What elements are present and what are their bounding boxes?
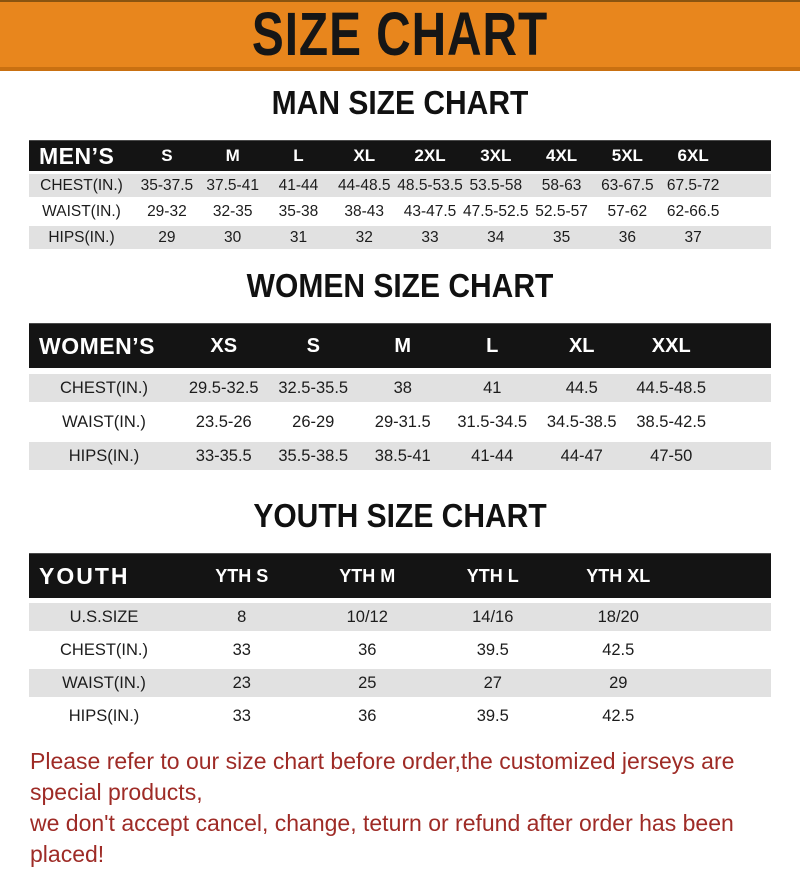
row-cells — [134, 203, 771, 221]
footer-disclaimer-line1: Please refer to our size chart before order,the customized jerseys are special products, — [30, 748, 735, 805]
size-cell: 38 — [393, 378, 412, 397]
size-cell: 31 — [289, 228, 308, 246]
row-cells — [179, 674, 771, 693]
table-header-row — [29, 553, 771, 598]
size-cell: 32.5-35.5 — [278, 378, 349, 397]
banner-title: SIZE CHART — [251, 0, 549, 69]
table-header-label: MEN’S — [39, 142, 115, 169]
size-cell: 8 — [237, 607, 247, 626]
size-cell: 63-67.5 — [601, 176, 654, 194]
men-size-table — [29, 140, 771, 249]
size-cell: 41-44 — [471, 446, 514, 465]
youth-size-table — [29, 553, 771, 730]
size-cell: 33-35.5 — [195, 446, 252, 465]
row-label: U.S.SIZE — [69, 607, 139, 626]
size-column-header: L — [293, 146, 304, 165]
size-cell: 38-43 — [344, 202, 385, 220]
size-cell: 25 — [358, 673, 377, 692]
row-label: CHEST(IN.) — [40, 176, 123, 194]
size-column-header: YTH L — [466, 565, 519, 586]
size-cell: 38.5-42.5 — [636, 412, 707, 431]
youth-section-heading-text: YOUTH SIZE CHART — [253, 497, 547, 535]
table-header-label: WOMEN’S — [39, 332, 155, 359]
women-section — [0, 267, 800, 470]
size-cell: 14/16 — [472, 607, 514, 626]
size-cell: 62-66.5 — [666, 202, 720, 220]
size-column-header: M — [394, 334, 412, 357]
size-cell: 29 — [609, 673, 628, 692]
size-cell: 38.5-41 — [374, 446, 431, 465]
table-row — [29, 603, 771, 631]
size-cell: 35-38 — [278, 202, 319, 220]
size-cell: 58-63 — [541, 176, 582, 194]
table-row — [29, 408, 771, 436]
table-row — [29, 702, 771, 730]
size-column-header: YTH M — [339, 565, 396, 586]
row-cells — [179, 641, 771, 660]
size-cell: 18/20 — [597, 607, 639, 626]
table-row — [29, 442, 771, 470]
men-section-heading — [0, 84, 800, 122]
size-cell: 42.5 — [602, 640, 635, 659]
women-section-heading-text: WOMEN SIZE CHART — [246, 267, 554, 305]
size-cell: 27 — [483, 673, 502, 692]
size-cell: 35-37.5 — [140, 176, 194, 194]
table-row — [29, 174, 771, 197]
size-cell: 36 — [618, 228, 636, 246]
women-section-heading — [0, 267, 800, 305]
size-column-header: M — [225, 146, 240, 165]
footer-disclaimer-line2: we don't accept cancel, change, teturn or refund after order has been placed! — [30, 810, 734, 867]
women-size-table — [29, 323, 771, 470]
youth-section-heading — [0, 497, 800, 535]
size-cell: 44-48.5 — [337, 176, 391, 194]
size-cell: 29.5-32.5 — [188, 378, 259, 397]
size-cell: 35 — [552, 228, 571, 246]
row-cells — [179, 379, 771, 398]
size-cell: 33 — [421, 228, 439, 246]
row-label: WAIST(IN.) — [42, 202, 121, 220]
size-cell: 31.5-34.5 — [457, 412, 528, 431]
size-cell: 57-62 — [607, 202, 648, 220]
size-column-header: XL — [353, 146, 376, 165]
size-cell: 47.5-52.5 — [463, 202, 529, 220]
size-cell: 10/12 — [346, 607, 388, 626]
size-column-header: 2XL — [414, 146, 446, 165]
size-cell: 30 — [224, 228, 242, 246]
size-cell: 44.5 — [565, 378, 598, 397]
size-column-header: XXL — [651, 334, 691, 357]
size-cell: 43-47.5 — [403, 202, 457, 220]
row-label: WAIST(IN.) — [62, 412, 146, 431]
size-cell: 41-44 — [278, 176, 319, 194]
row-label: CHEST(IN.) — [60, 378, 148, 397]
size-cell: 47-50 — [650, 446, 693, 465]
size-column-header: L — [486, 334, 499, 357]
size-cell: 29-32 — [147, 202, 187, 220]
table-header-columns — [179, 566, 771, 587]
size-cell: 33 — [232, 640, 251, 659]
size-column-header: YTH S — [215, 565, 269, 586]
size-column-header: XS — [210, 334, 238, 357]
size-cell: 36 — [358, 640, 377, 659]
table-row — [29, 226, 771, 249]
size-cell: 23.5-26 — [195, 412, 252, 431]
size-cell: 26-29 — [292, 412, 335, 431]
size-cell: 29-31.5 — [374, 412, 431, 431]
youth-section — [0, 497, 800, 730]
size-cell: 29 — [158, 228, 176, 246]
row-label: HIPS(IN.) — [68, 706, 140, 725]
size-cell: 34.5-38.5 — [546, 412, 617, 431]
size-cell: 53.5-58 — [469, 176, 523, 194]
size-cell: 37 — [684, 228, 702, 246]
row-label: CHEST(IN.) — [60, 640, 148, 659]
table-header-columns — [134, 146, 771, 166]
table-row — [29, 669, 771, 697]
size-cell: 32 — [355, 228, 373, 246]
size-cell: 39.5 — [476, 706, 509, 725]
men-section-heading-text: MAN SIZE CHART — [271, 84, 529, 122]
row-cells — [134, 177, 771, 195]
footer-disclaimer — [30, 746, 800, 870]
size-column-header: 5XL — [611, 146, 643, 165]
size-cell: 48.5-53.5 — [397, 176, 463, 194]
size-cell: 52.5-57 — [535, 202, 588, 220]
size-column-header: 4XL — [545, 146, 578, 165]
size-cell: 36 — [358, 706, 377, 725]
size-cell: 42.5 — [602, 706, 635, 725]
size-cell: 23 — [232, 673, 251, 692]
table-row — [29, 200, 771, 223]
size-cell: 41 — [483, 378, 502, 397]
table-row — [29, 636, 771, 664]
size-column-header: S — [306, 334, 320, 357]
size-cell: 34 — [487, 228, 505, 246]
size-chart-banner — [0, 0, 800, 71]
row-label: WAIST(IN.) — [62, 673, 146, 692]
size-cell: 37.5-41 — [206, 176, 259, 194]
row-label: HIPS(IN.) — [68, 446, 140, 465]
row-cells — [134, 229, 771, 247]
size-column-header: YTH XL — [586, 565, 651, 586]
size-cell: 44.5-48.5 — [636, 378, 707, 397]
row-label: HIPS(IN.) — [48, 228, 115, 246]
table-header-row — [29, 140, 771, 171]
table-row — [29, 374, 771, 402]
size-cell: 39.5 — [476, 640, 509, 659]
size-cell: 32-35 — [212, 202, 253, 220]
size-cell: 33 — [232, 706, 251, 725]
size-column-header: 6XL — [677, 146, 709, 165]
table-header-label: YOUTH — [39, 562, 130, 589]
men-section — [0, 84, 800, 249]
row-cells — [179, 608, 771, 627]
row-cells — [179, 413, 771, 432]
size-column-header: 3XL — [480, 146, 512, 165]
size-column-header: XL — [568, 334, 595, 357]
table-header-columns — [179, 335, 771, 358]
size-cell: 67.5-72 — [666, 176, 720, 194]
size-cell: 44-47 — [560, 446, 603, 465]
table-header-row — [29, 323, 771, 368]
size-column-header: S — [161, 146, 173, 165]
row-cells — [179, 447, 771, 466]
row-cells — [179, 707, 771, 726]
size-cell: 35.5-38.5 — [278, 446, 349, 465]
